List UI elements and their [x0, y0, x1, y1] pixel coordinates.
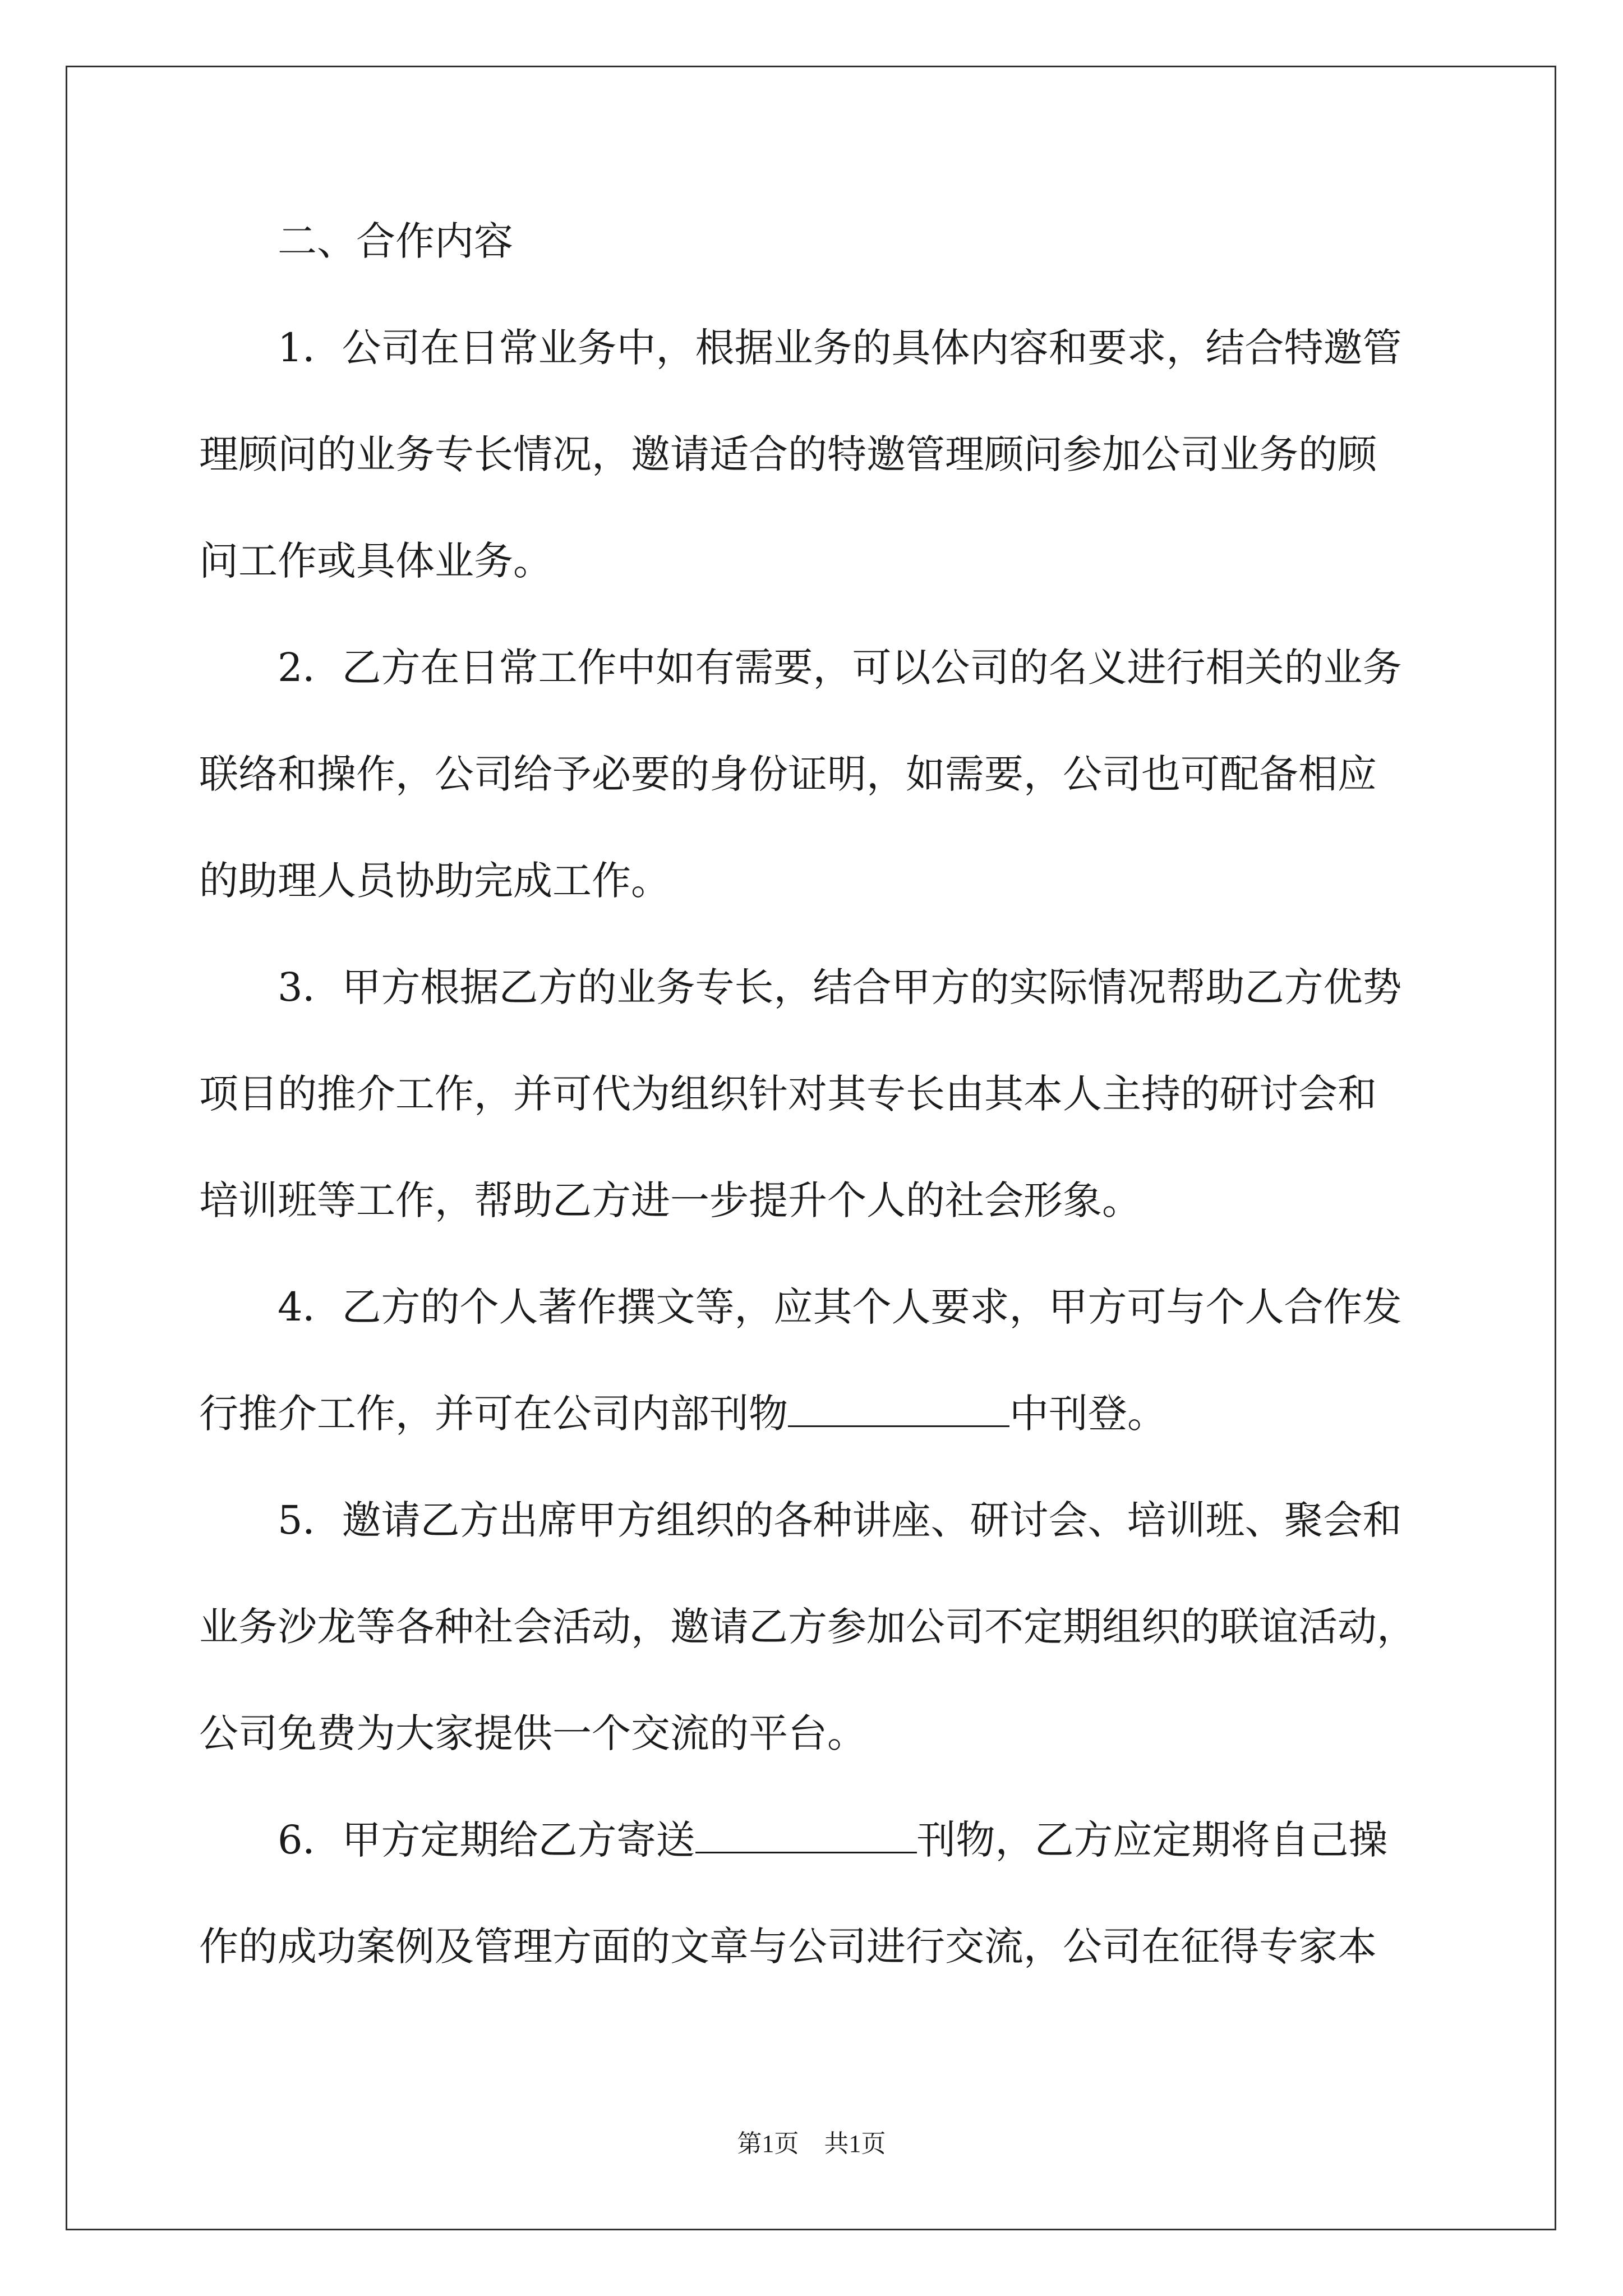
paragraph-line: 4．乙方的个人著作撰文等，应其个人要求，甲方可与个人合作发 [278, 1284, 1402, 1330]
paragraph-line: 3．甲方根据乙方的业务专长，结合甲方的实际情况帮助乙方优势 [278, 964, 1402, 1010]
page-footer [0, 2123, 1623, 2159]
paragraph-text: 6．甲方定期给乙方寄送 [278, 1817, 695, 1863]
paragraph-line: 5．邀请乙方出席甲方组织的各种讲座、研讨会、培训班、聚会和 [278, 1497, 1402, 1543]
paragraph-line [199, 1386, 1166, 1442]
page-total: 共1页 [824, 2130, 886, 2157]
paragraph-line: 的助理人员协助完成工作。 [199, 858, 670, 904]
fill-in-blank[interactable] [788, 1392, 1009, 1427]
paragraph-line: 公司免费为大家提供一个交流的平台。 [199, 1710, 866, 1756]
fill-in-blank[interactable] [695, 1818, 917, 1853]
paragraph-line: 1．公司在日常业务中，根据业务的具体内容和要求，结合特邀管 [278, 325, 1402, 371]
paragraph-line: 项目的推介工作，并可代为组织针对其专长由其本人主持的研讨会和 [199, 1071, 1377, 1117]
paragraph-text: 刊物，乙方应定期将自己操 [916, 1817, 1388, 1863]
paragraph-text: 中刊登。 [1009, 1391, 1166, 1437]
page-number: 第1页 [737, 2130, 799, 2157]
section-heading: 二、合作内容 [278, 218, 513, 264]
paragraph-line: 培训班等工作，帮助乙方进一步提升个人的社会形象。 [199, 1177, 1141, 1223]
paragraph-line [278, 1812, 1388, 1868]
paragraph-line: 联络和操作，公司给予必要的身份证明，如需要，公司也可配备相应 [199, 751, 1377, 797]
paragraph-line: 问工作或具体业务。 [199, 538, 552, 584]
paragraph-line: 2．乙方在日常工作中如有需要，可以公司的名义进行相关的业务 [278, 645, 1402, 691]
paragraph-text: 行推介工作，并可在公司内部刊物 [199, 1391, 788, 1437]
paragraph-line: 作的成功案例及管理方面的文章与公司进行交流，公司在征得专家本 [199, 1924, 1377, 1970]
paragraph-line: 业务沙龙等各种社会活动，邀请乙方参加公司不定期组织的联谊活动， [199, 1604, 1416, 1650]
paragraph-line: 理顾问的业务专长情况，邀请适合的特邀管理顾问参加公司业务的顾 [199, 431, 1377, 477]
page-border [66, 66, 1556, 2230]
